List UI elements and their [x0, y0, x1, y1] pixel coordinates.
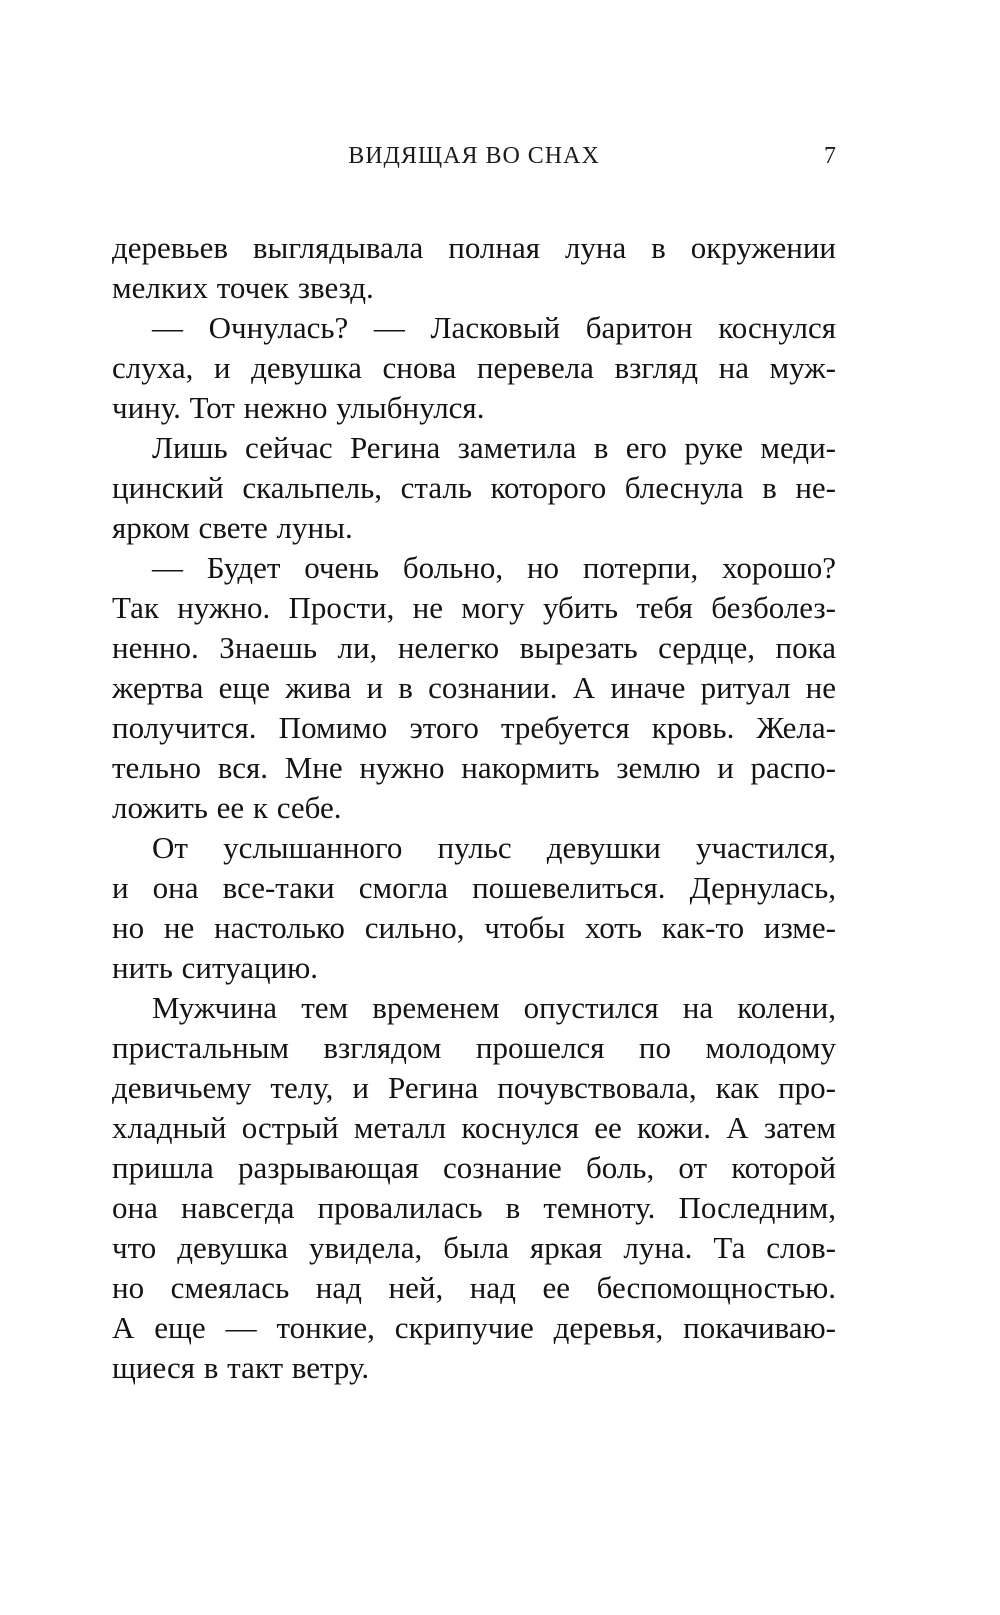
text-line: деревьев выглядывала полная луна в окружении	[112, 230, 836, 265]
text-line: Лишь сейчас Регина заметила в его руке меди-	[152, 430, 836, 465]
text-line: Так нужно. Прости, не могу убить тебя безболез-	[112, 590, 836, 625]
text-line: пристальным взглядом прошелся по молодому	[112, 1030, 836, 1065]
running-title: ВИДЯЩАЯ ВО СНАХ	[348, 143, 600, 169]
text-line: От услышанного пульс девушки участился,	[152, 830, 836, 865]
text-line: получится. Помимо этого требуется кровь. Жела-	[112, 710, 836, 745]
text-line: что девушка увидела, была яркая луна. Та слов-	[112, 1230, 836, 1265]
paragraph-1	[112, 228, 836, 308]
text-line: чину. Тот нежно улыбнулся.	[112, 390, 485, 425]
text-line: — Будет очень больно, но потерпи, хорошо?	[152, 550, 836, 585]
text-line: ярком свете луны.	[112, 510, 353, 545]
text-line: ложить ее к себе.	[112, 790, 342, 825]
paragraph-4	[112, 548, 836, 828]
text-line: нить ситуацию.	[112, 950, 319, 985]
text-line: А еще — тонкие, скрипучие деревья, покачиваю-	[112, 1310, 836, 1345]
page-number: 7	[824, 143, 836, 169]
text-line: жертва еще жива и в сознании. А иначе ритуал не	[112, 670, 836, 705]
text-line: она навсегда провалилась в темноту. Последним,	[112, 1190, 836, 1225]
text-line: но не настолько сильно, чтобы хоть как-то изме-	[112, 910, 836, 945]
text-line: и она все-таки смогла пошевелиться. Дернулась,	[112, 870, 836, 905]
paragraph-5	[112, 828, 836, 988]
text-line: — Очнулась? — Ласковый баритон коснулся	[152, 310, 836, 345]
paragraph-2	[112, 308, 836, 428]
text-line: Мужчина тем временем опустился на колени,	[152, 990, 836, 1025]
paragraph-6	[112, 988, 836, 1388]
text-line: слуха, и девушка снова перевела взгляд на муж-	[112, 350, 836, 385]
text-line: хладный острый металл коснулся ее кожи. А затем	[112, 1110, 836, 1145]
paragraph-3	[112, 428, 836, 548]
text-line: мелких точек звезд.	[112, 270, 374, 305]
text-line: ненно. Знаешь ли, нелегко вырезать сердце, пока	[112, 630, 836, 665]
text-line: щиеся в такт ветру.	[112, 1350, 370, 1385]
text-line: цинский скальпель, сталь которого блеснула в не-	[112, 470, 836, 505]
text-line: пришла разрывающая сознание боль, от которой	[112, 1150, 836, 1185]
page-body	[112, 228, 836, 1388]
text-line: девичьему телу, и Регина почувствовала, как про-	[112, 1070, 836, 1105]
text-line: тельно вся. Мне нужно накормить землю и распо-	[112, 750, 836, 785]
text-line: но смеялась над ней, над ее беспомощностью.	[112, 1270, 836, 1305]
